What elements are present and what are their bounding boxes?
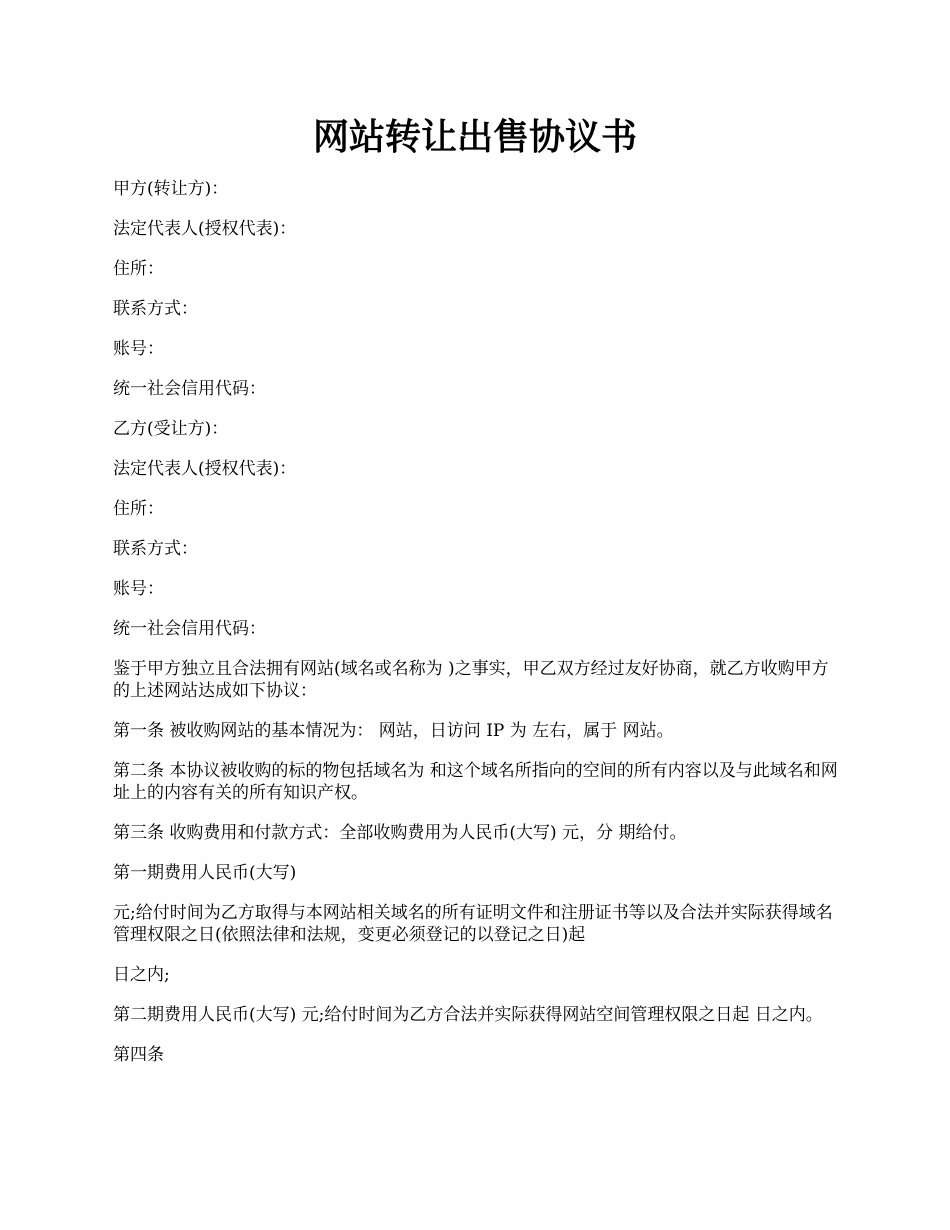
article-3: 第三条 收购费用和付款方式：全部收购费用为人民币(大写) 元，分 期给付。 [113,823,687,843]
party-b-address: 住所： [113,499,164,519]
party-a-account: 账号： [113,339,164,359]
payment-phase-1-terms: 元;给付时间为乙方取得与本网站相关域名的所有证明文件和注册证书等以及合法并实际获得域名管理权限之日(依照法律和法规，变更必须登记的以登记之日)起 [113,903,833,945]
document-body [113,178,843,1084]
party-a-contact: 联系方式： [113,299,198,319]
document-title: 网站转让出售协议书 [312,116,637,158]
payment-phase-2: 第二期费用人民币(大写) 元;给付时间为乙方合法并实际获得网站空间管理权限之日起 日之内。 [113,1005,823,1025]
party-a-address: 住所： [113,259,164,279]
article-2: 第二条 本协议被收购的标的物包括域名为 和这个域名所指向的空间的所有内容以及与此域名和网址上的内容有关的所有知识产权。 [113,761,838,803]
party-b-contact: 联系方式： [113,539,198,559]
party-b-account: 账号： [113,579,164,599]
party-a-label: 甲方(转让方)： [113,179,229,199]
party-a-representative: 法定代表人(授权代表)： [113,219,297,239]
party-b-label: 乙方(受让方)： [113,419,229,439]
party-b-credit-code: 统一社会信用代码： [113,619,266,639]
payment-phase-1-deadline: 日之内; [113,965,170,985]
party-b-representative: 法定代表人(授权代表)： [113,459,297,479]
party-a-credit-code: 统一社会信用代码： [113,379,266,399]
article-4: 第四条 [113,1045,164,1065]
payment-phase-1: 第一期费用人民币(大写) [113,863,297,883]
article-1: 第一条 被收购网站的基本情况为： 网站，日访问 IP 为 左右，属于 网站。 [113,721,674,741]
preamble-paragraph: 鉴于甲方独立且合法拥有网站(域名或名称为 )之事实，甲乙双方经过友好协商，就乙方收购甲方的上述网站达成如下协议： [113,659,829,701]
